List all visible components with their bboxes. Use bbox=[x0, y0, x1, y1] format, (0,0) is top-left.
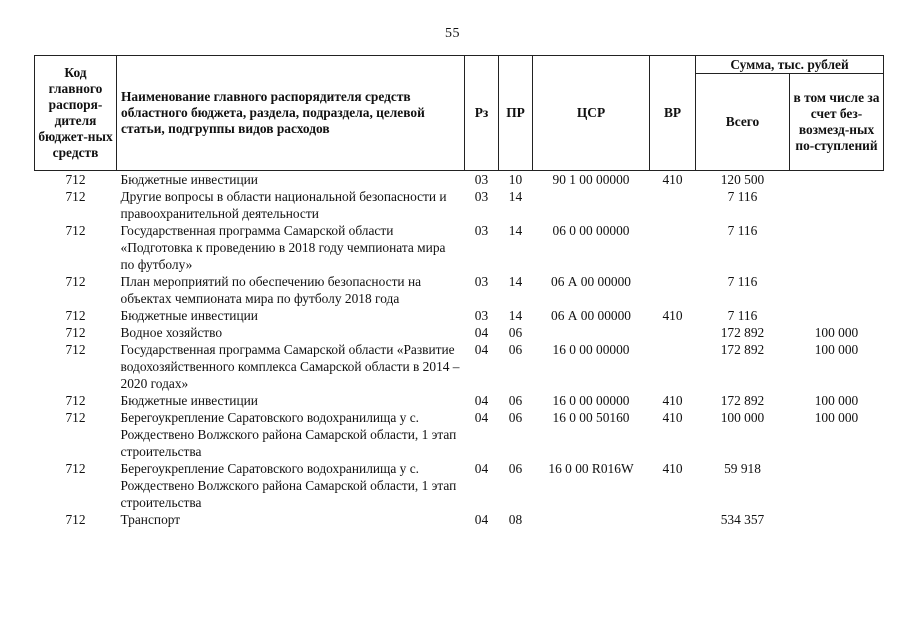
row-rz: 04 bbox=[474, 410, 489, 425]
row-pr: 14 bbox=[508, 308, 523, 323]
row-free: 100 000 bbox=[814, 342, 859, 357]
row-csr: 16 0 00 50160 bbox=[552, 410, 630, 425]
row-csr bbox=[533, 188, 650, 222]
row-vr bbox=[650, 273, 696, 307]
row-csr: 16 0 00 00000 bbox=[552, 342, 630, 357]
table-row bbox=[35, 460, 884, 511]
row-free bbox=[790, 188, 884, 222]
row-free bbox=[790, 222, 884, 273]
row-csr bbox=[533, 511, 650, 528]
row-csr: 16 0 00 R016W bbox=[548, 461, 634, 476]
row-code: 712 bbox=[65, 512, 86, 527]
row-pr: 06 bbox=[508, 410, 523, 425]
row-vr bbox=[650, 324, 696, 341]
row-name: Водное хозяйство bbox=[120, 325, 223, 340]
row-free bbox=[790, 307, 884, 324]
table-body bbox=[35, 171, 884, 529]
table-row bbox=[35, 222, 884, 273]
header-sum: Сумма, тыс. рублей bbox=[696, 56, 884, 74]
row-csr: 06 А 00 00000 bbox=[551, 274, 631, 289]
row-pr: 14 bbox=[508, 223, 523, 238]
row-vr bbox=[650, 341, 696, 392]
row-pr: 14 bbox=[508, 274, 523, 289]
page-number: 55 bbox=[445, 26, 460, 41]
header-free: в том числе за счет без-возмезд-ных по-ступлений bbox=[790, 74, 884, 171]
header-rz: Рз bbox=[465, 56, 499, 171]
row-vr: 410 bbox=[662, 410, 683, 425]
table-row bbox=[35, 511, 884, 528]
row-vr: 410 bbox=[662, 308, 683, 323]
row-csr: 06 А 00 00000 bbox=[551, 308, 631, 323]
row-rz: 04 bbox=[474, 393, 489, 408]
row-name: Берегоукрепление Саратовского водохранилища у с. Рождествено Волжского района Самарской области, 1 этап строительства bbox=[120, 410, 457, 459]
header-name: Наименование главного распорядителя средств областного бюджета, раздела, подраздела, целевой статьи, подгруппы видов расходов bbox=[117, 56, 465, 171]
row-total: 172 892 bbox=[720, 325, 765, 340]
row-csr: 06 0 00 00000 bbox=[552, 223, 630, 238]
row-name: Бюджетные инвестиции bbox=[120, 172, 258, 187]
table-row bbox=[35, 392, 884, 409]
row-name: Берегоукрепление Саратовского водохранилища у с. Рождествено Волжского района Самарской области, 1 этап строительства bbox=[120, 461, 457, 510]
row-name: Транспорт bbox=[120, 512, 181, 527]
row-code: 712 bbox=[65, 461, 86, 476]
header-csr: ЦСР bbox=[533, 56, 650, 171]
row-pr: 06 bbox=[508, 393, 523, 408]
row-code: 712 bbox=[65, 342, 86, 357]
header-vr: ВР bbox=[650, 56, 696, 171]
table-row bbox=[35, 341, 884, 392]
row-free bbox=[790, 273, 884, 307]
table-row bbox=[35, 324, 884, 341]
table-row bbox=[35, 409, 884, 460]
row-rz: 04 bbox=[474, 512, 489, 527]
row-csr bbox=[533, 324, 650, 341]
row-pr: 06 bbox=[508, 325, 523, 340]
row-code: 712 bbox=[65, 172, 86, 187]
row-code: 712 bbox=[65, 274, 86, 289]
row-vr: 410 bbox=[662, 172, 683, 187]
row-vr: 410 bbox=[662, 461, 683, 476]
row-pr: 06 bbox=[508, 461, 523, 476]
table-row bbox=[35, 307, 884, 324]
row-pr: 06 bbox=[508, 342, 523, 357]
table-row bbox=[35, 171, 884, 189]
table-row bbox=[35, 273, 884, 307]
row-total: 7 116 bbox=[727, 189, 758, 204]
row-total: 172 892 bbox=[720, 342, 765, 357]
row-name: План мероприятий по обеспечению безопасности на объектах чемпионата мира по футболу 2018 года bbox=[120, 274, 422, 306]
row-total: 172 892 bbox=[720, 393, 765, 408]
row-total: 59 918 bbox=[724, 461, 761, 476]
table-row bbox=[35, 188, 884, 222]
row-name: Государственная программа Самарской области «Подготовка к проведению в 2018 году чемпионата мира по футболу» bbox=[120, 223, 446, 272]
row-code: 712 bbox=[65, 410, 86, 425]
row-pr: 08 bbox=[508, 512, 523, 527]
row-free bbox=[790, 460, 884, 511]
header-total: Всего bbox=[696, 74, 790, 171]
row-csr: 90 1 00 00000 bbox=[552, 172, 630, 187]
row-vr bbox=[650, 511, 696, 528]
row-total: 7 116 bbox=[727, 308, 758, 323]
row-code: 712 bbox=[65, 393, 86, 408]
row-total: 120 500 bbox=[720, 172, 765, 187]
row-rz: 04 bbox=[474, 461, 489, 476]
row-total: 7 116 bbox=[727, 274, 758, 289]
row-free bbox=[790, 511, 884, 528]
row-vr bbox=[650, 222, 696, 273]
row-free: 100 000 bbox=[814, 325, 859, 340]
row-total: 7 116 bbox=[727, 223, 758, 238]
row-rz: 03 bbox=[474, 308, 489, 323]
row-rz: 03 bbox=[474, 274, 489, 289]
row-code: 712 bbox=[65, 325, 86, 340]
row-free bbox=[790, 171, 884, 189]
row-name: Бюджетные инвестиции bbox=[120, 393, 258, 408]
row-vr: 410 bbox=[662, 393, 683, 408]
row-code: 712 bbox=[65, 223, 86, 238]
row-total: 534 357 bbox=[720, 512, 765, 527]
row-pr: 10 bbox=[508, 172, 523, 187]
row-vr bbox=[650, 188, 696, 222]
row-name: Бюджетные инвестиции bbox=[120, 308, 258, 323]
row-name: Государственная программа Самарской области «Развитие водохозяйственного комплекса Самарской области в 2014 – 2020 годах» bbox=[120, 342, 460, 391]
row-code: 712 bbox=[65, 308, 86, 323]
header-code: Код главного распоря-дителя бюджет-ных средств bbox=[35, 56, 117, 171]
row-rz: 03 bbox=[474, 172, 489, 187]
row-name: Другие вопросы в области национальной безопасности и правоохранительной деятельности bbox=[120, 189, 447, 221]
row-total: 100 000 bbox=[720, 410, 765, 425]
row-csr: 16 0 00 00000 bbox=[552, 393, 630, 408]
row-rz: 04 bbox=[474, 325, 489, 340]
row-pr: 14 bbox=[508, 189, 523, 204]
row-rz: 04 bbox=[474, 342, 489, 357]
header-pr: ПР bbox=[499, 56, 533, 171]
row-code: 712 bbox=[65, 189, 86, 204]
budget-table bbox=[34, 55, 884, 528]
row-rz: 03 bbox=[474, 189, 489, 204]
row-free: 100 000 bbox=[814, 393, 859, 408]
table-header bbox=[35, 56, 884, 171]
row-free: 100 000 bbox=[814, 410, 859, 425]
row-rz: 03 bbox=[474, 223, 489, 238]
